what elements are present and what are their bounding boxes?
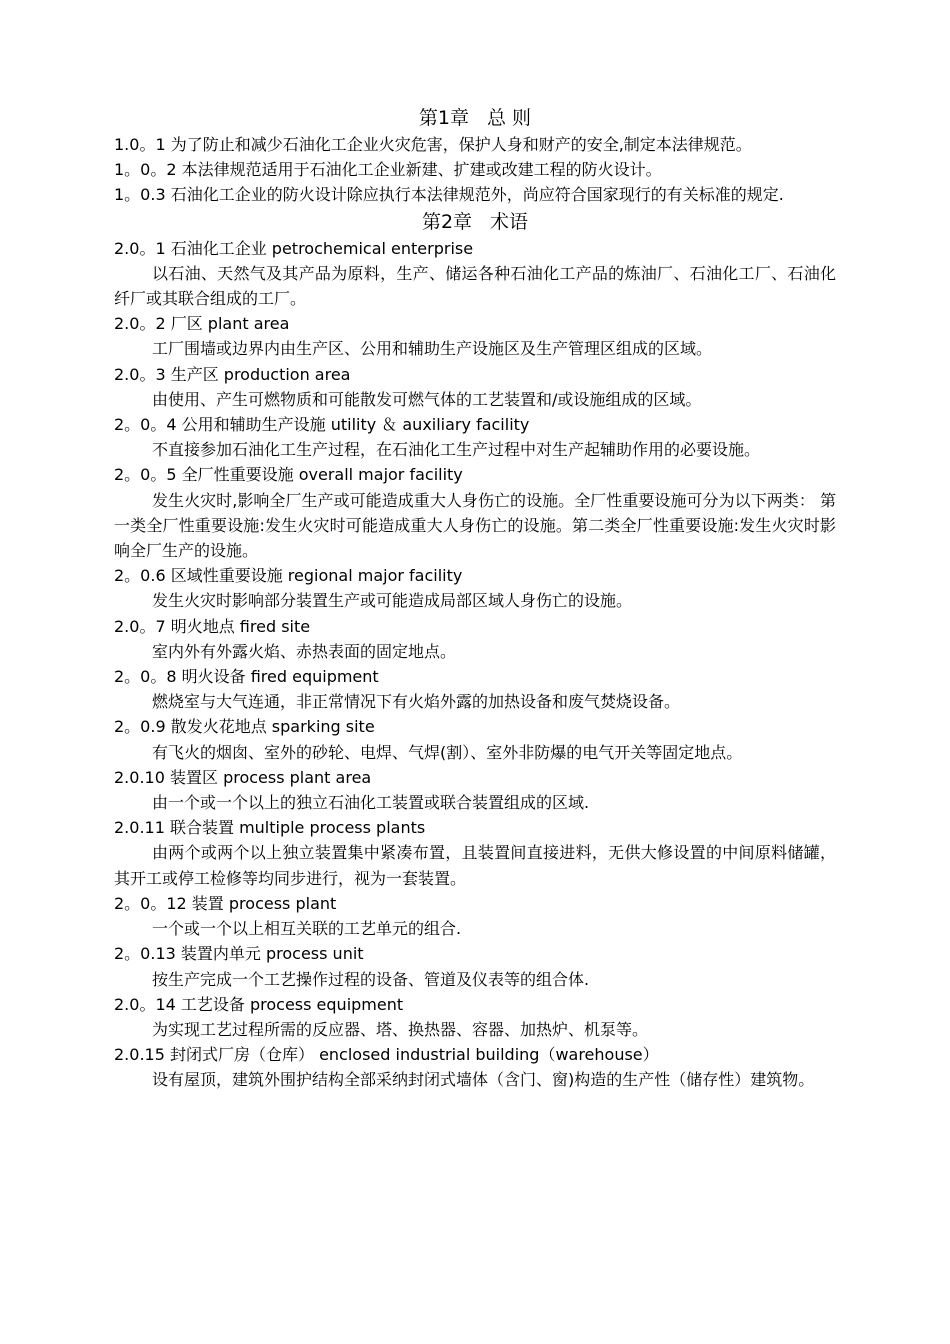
- term-heading: 2.0.10 装置区 process plant area: [114, 767, 372, 787]
- term-list: [114, 236, 836, 1093]
- term-definition: 一个或一个以上相互关联的工艺单元的组合.: [152, 919, 462, 939]
- term-heading: 2。0。12 装置 process plant: [114, 893, 337, 913]
- term-definition: 由使用、产生可燃物质和可能散发可燃气体的工艺装置和/或设施组成的区域。: [152, 389, 702, 409]
- term-definition: 室内外有外露火焰、赤热表面的固定地点。: [152, 641, 457, 661]
- term-heading: 2.0。7 明火地点 fired site: [114, 616, 311, 636]
- document-page: [114, 104, 836, 1093]
- term-definition: 发生火灾时影响部分装置生产或可能造成局部区域人身伤亡的设施。: [152, 591, 633, 611]
- term-heading: 2。0。5 全厂性重要设施 overall major facility: [114, 465, 463, 485]
- term-definition: 不直接参加石油化工生产过程，在石油化工生产过程中对生产起辅助作用的必要设施。: [152, 440, 761, 460]
- term-definition: 设有屋顶，建筑外围护结构全部采纳封闭式墙体（含门、窗)构造的生产性（储存性）建筑物。: [152, 1070, 815, 1090]
- term-heading: 2.0。14 工艺设备 process equipment: [114, 994, 404, 1014]
- term-definition: 有飞火的烟囱、室外的砂轮、电焊、气焊(割）、室外非防爆的电气开关等固定地点。: [152, 742, 743, 762]
- term-definition: 由一个或一个以上的独立石油化工装置或联合装置组成的区域.: [152, 793, 590, 813]
- term-heading: 2.0。3 生产区 production area: [114, 364, 351, 384]
- term-heading: 2。0.13 装置内单元 process unit: [114, 944, 364, 964]
- chapter-2-title: 术语: [490, 210, 529, 233]
- term-heading: 2。0。4 公用和辅助生产设施 utility ＆ auxiliary facility: [114, 415, 530, 435]
- term-definition: 以石油、天然气及其产品为原料，生产、储运各种石油化工产品的炼油厂、石油化工厂、石油化纤厂或其联合组成的工厂。: [114, 263, 836, 309]
- chapter-2-number: 第2章: [421, 210, 473, 233]
- term-definition: 工厂围墙或边界内由生产区、公用和辅助生产设施区及生产管理区组成的区域。: [152, 339, 713, 359]
- clause-1-0-3: 1。0.3 石油化工企业的防火设计除应执行本法律规范外，尚应符合国家现行的有关标准的规定.: [114, 185, 784, 205]
- term-heading: 2。0.6 区域性重要设施 regional major facility: [114, 566, 463, 586]
- term-heading: 2。0.9 散发火花地点 sparking site: [114, 717, 375, 737]
- clause-1-0-2: 1。0。2 本法律规范适用于石油化工企业新建、扩建或改建工程的防火设计。: [114, 160, 662, 180]
- chapter-2-heading: [114, 208, 836, 236]
- term-definition: 由两个或两个以上独立装置集中紧凑布置，且装置间直接进料，无供大修设置的中间原料储罐，其开工或停工检修等均同步进行，视为一套装置。: [114, 843, 836, 888]
- term-definition: 发生火灾时,影响全厂生产或可能造成重大人身伤亡的设施。全厂性重要设施可分为以下两类： 第一类全厂性重要设施:发生火灾时可能造成重大人身伤亡的设施。第二类全厂性重要设施:发生火灾时影响全厂生产的设施。: [114, 490, 836, 561]
- term-definition: 为实现工艺过程所需的反应器、塔、换热器、容器、加热炉、机泵等。: [152, 1019, 649, 1039]
- term-heading: 2.0.15 封闭式厂房（仓库） enclosed industrial building（warehouse）: [114, 1045, 659, 1065]
- term-heading: 2。0。8 明火设备 fired equipment: [114, 667, 379, 687]
- chapter-1-heading: [114, 104, 836, 132]
- term-definition: 按生产完成一个工艺操作过程的设备、管道及仪表等的组合体.: [152, 969, 590, 989]
- term-heading: 2.0。1 石油化工企业 petrochemical enterprise: [114, 238, 474, 258]
- term-heading: 2.0。2 厂区 plant area: [114, 314, 290, 334]
- term-definition: 燃烧室与大气连通，非正常情况下有火焰外露的加热设备和废气焚烧设备。: [152, 692, 681, 712]
- term-heading: 2.0.11 联合装置 multiple process plants: [114, 818, 426, 838]
- chapter-1-number: 第1章: [418, 107, 470, 129]
- clause-1-0-1: 1.0。1 为了防止和减少石油化工企业火灾危害，保护人身和财产的安全,制定本法律规范。: [114, 135, 752, 154]
- chapter-1-title: 总 则: [487, 107, 532, 129]
